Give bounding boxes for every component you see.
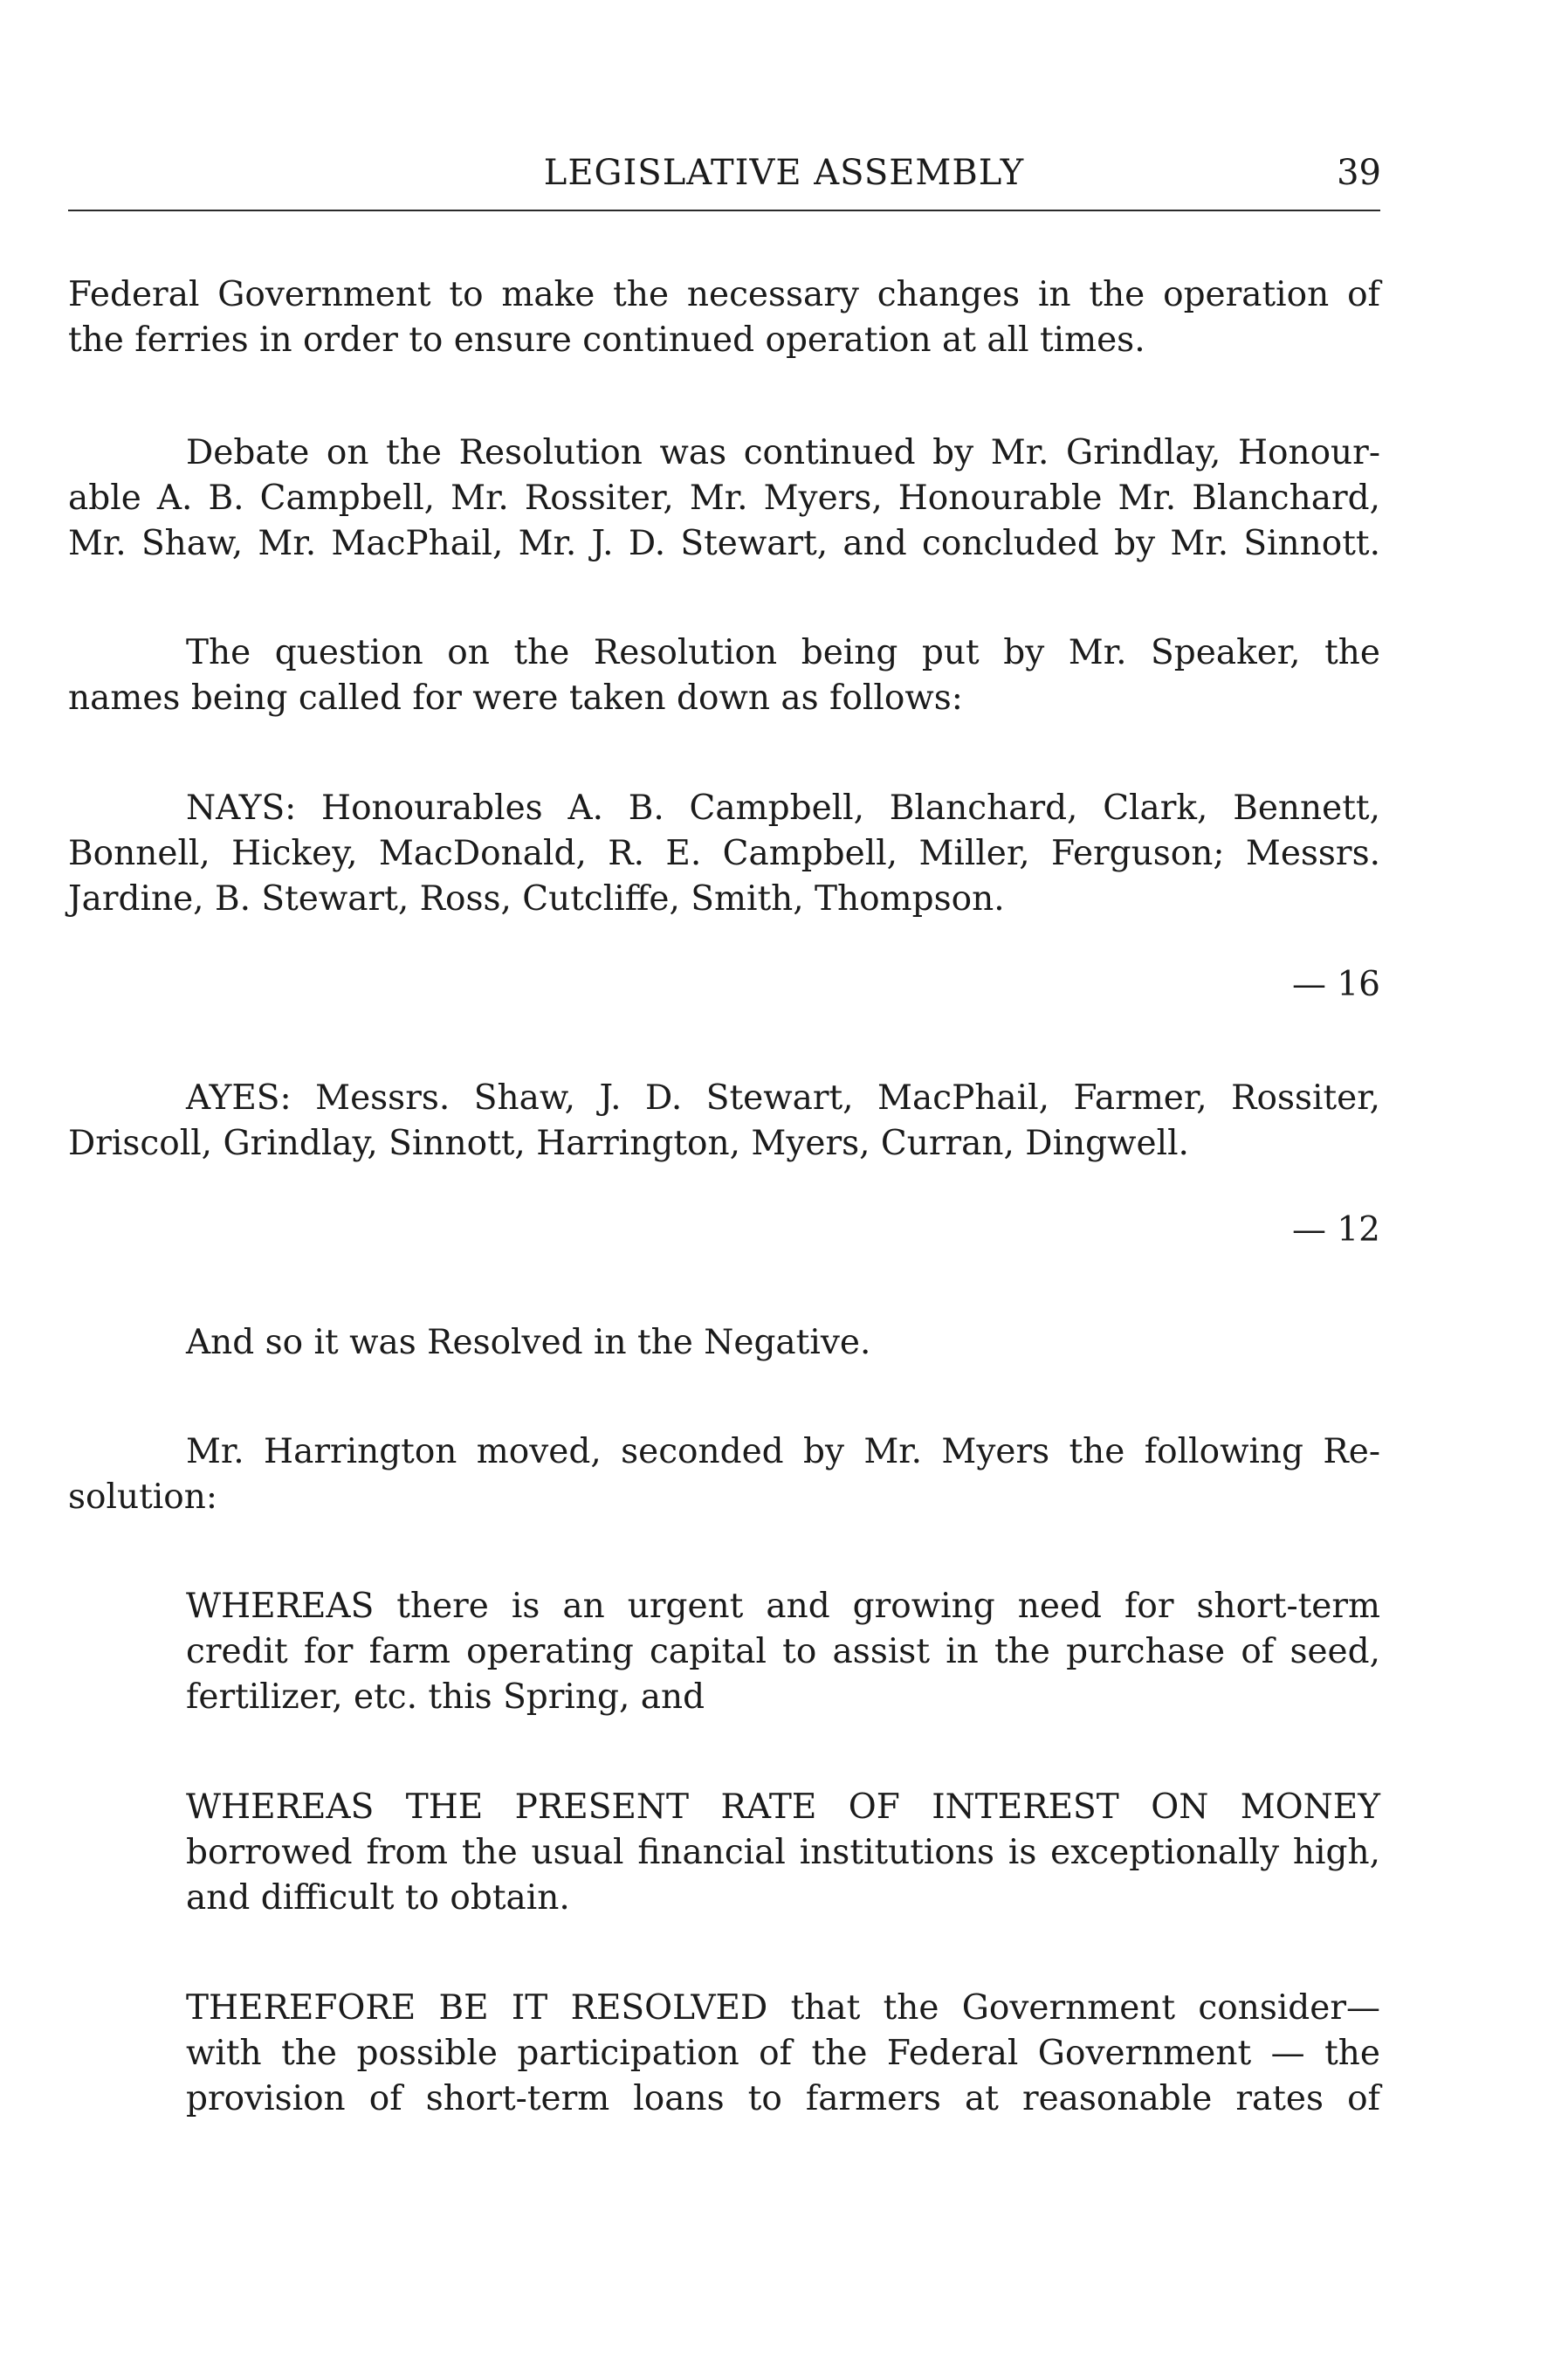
text-line: provision of short-term loans to farmers at reasonable rates of	[186, 2079, 1380, 2118]
paragraph-question	[68, 630, 1380, 721]
page-number: 39	[1337, 153, 1381, 193]
text-line: solution:	[68, 1477, 217, 1517]
text-line: Jardine, B. Stewart, Ross, Cutcliffe, Smith, Thompson.	[68, 879, 1005, 919]
text-line: borrowed from the usual financial institutions is exceptionally high,	[186, 1833, 1380, 1872]
text-line: NAYS: Honourables A. B. Campbell, Blanchard, Clark, Bennett,	[186, 789, 1380, 828]
paragraph-motion	[68, 1429, 1380, 1520]
text-line: with the possible participation of the Federal Government — the	[186, 2034, 1380, 2073]
text-line: able A. B. Campbell, Mr. Rossiter, Mr. Myers, Honourable Mr. Blanchard,	[68, 479, 1380, 518]
text-line: Federal Government to make the necessary changes in the operation of	[68, 275, 1380, 314]
ayes-count: — 12	[1291, 1210, 1380, 1250]
header-rule	[68, 210, 1380, 211]
text-line: Mr. Shaw, Mr. MacPhail, Mr. J. D. Stewart, and concluded by Mr. Sinnott.	[68, 524, 1380, 563]
resolution-whereas-interest	[186, 1785, 1380, 1921]
paragraph-ferries	[68, 272, 1380, 363]
text-line: and difficult to obtain.	[186, 1878, 570, 1918]
vote-ayes	[68, 1076, 1380, 1167]
text-line: And so it was Resolved in the Negative.	[186, 1323, 871, 1362]
vote-nays	[68, 786, 1380, 922]
text-line: Debate on the Resolution was continued by Mr. Grindlay, Honour-	[186, 433, 1380, 472]
text-line: Driscoll, Grindlay, Sinnott, Harrington, Myers, Curran, Dingwell.	[68, 1124, 1189, 1163]
resolution-therefore	[186, 1986, 1380, 2122]
paragraph-debate	[68, 430, 1380, 567]
text-line: Mr. Harrington moved, seconded by Mr. Myers the following Re-	[186, 1432, 1380, 1471]
text-line: Bonnell, Hickey, MacDonald, R. E. Campbell, Miller, Ferguson; Messrs.	[68, 834, 1380, 873]
nays-count: — 16	[1291, 965, 1380, 1004]
text-line: credit for farm operating capital to assist in the purchase of seed,	[186, 1632, 1380, 1671]
running-header-title: LEGISLATIVE ASSEMBLY	[543, 153, 1025, 193]
result-statement	[68, 1320, 1380, 1366]
text-line: WHEREAS THE PRESENT RATE OF INTEREST ON MONEY	[186, 1787, 1380, 1827]
text-line: fertilizer, etc. this Spring, and	[186, 1677, 705, 1717]
text-line: AYES: Messrs. Shaw, J. D. Stewart, MacPhail, Farmer, Rossiter,	[186, 1078, 1380, 1118]
resolution-whereas-credit	[186, 1584, 1380, 1720]
text-line: the ferries in order to ensure continued operation at all times.	[68, 320, 1145, 360]
text-line: THEREFORE BE IT RESOLVED that the Government consider—	[186, 1988, 1380, 2028]
text-line: WHEREAS there is an urgent and growing need for short-term	[186, 1587, 1380, 1626]
text-line: The question on the Resolution being put by Mr. Speaker, the	[186, 633, 1380, 672]
text-line: names being called for were taken down as follows:	[68, 678, 963, 718]
